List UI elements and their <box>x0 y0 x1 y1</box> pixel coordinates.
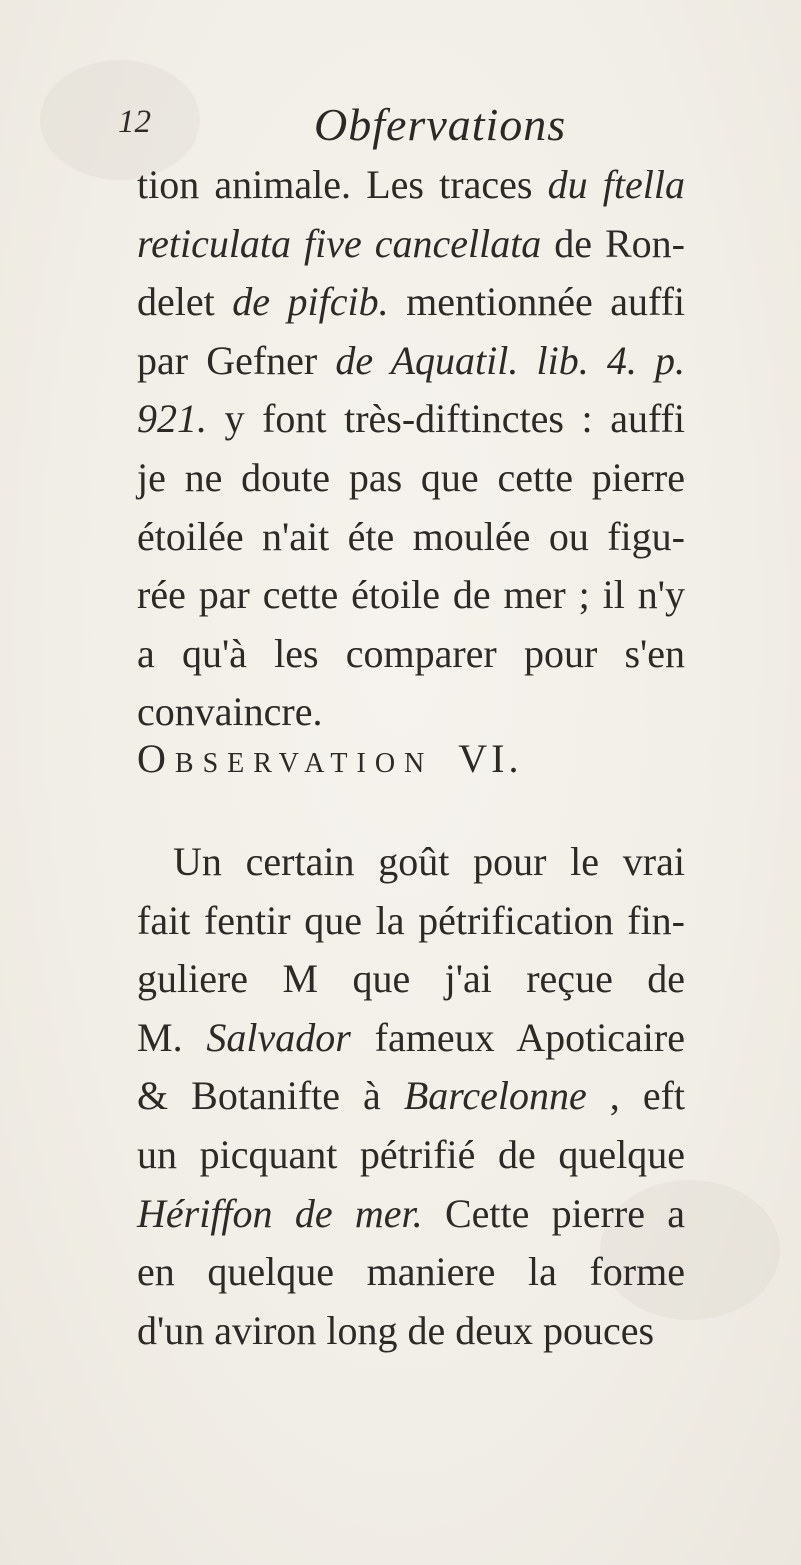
text-run: a qu'à les comparer pour s'en <box>137 630 685 676</box>
text-line <box>137 1009 685 1068</box>
text-line <box>137 683 685 742</box>
text-line <box>137 950 685 1009</box>
text-run: étoilée n'ait éte moulée ou figu- <box>137 513 685 559</box>
text-line <box>137 892 685 951</box>
text-run: fait fentir que la pétrification fin- <box>137 897 685 943</box>
paragraph-2 <box>137 833 685 1360</box>
text-run: , eft <box>586 1073 686 1119</box>
text-line <box>137 1243 685 1302</box>
text-run: rée par cette étoile de mer ; il n'y <box>137 572 685 618</box>
text-run: mentionnée auffi <box>388 279 686 325</box>
text-line <box>137 156 685 215</box>
running-head: Obfervations <box>314 99 567 150</box>
text-line <box>137 1067 685 1126</box>
text-run: M. <box>137 1014 207 1060</box>
paragraph-1 <box>137 156 685 742</box>
section-title <box>137 735 685 782</box>
text-run: d'un aviron long de deux pouces <box>137 1307 655 1353</box>
text-line <box>137 273 685 332</box>
text-line <box>137 833 685 892</box>
italic-run: Salvador <box>206 1014 351 1060</box>
page-header <box>118 98 718 158</box>
italic-run: de Aquatil. lib. 4. p. <box>335 337 686 383</box>
italic-run: du ftella <box>547 162 685 207</box>
text-line <box>137 215 685 274</box>
text-line <box>137 625 685 684</box>
text-line <box>137 508 685 567</box>
text-run: guliere M que j'ai reçue de <box>137 956 685 1002</box>
text-run: de Ron- <box>541 220 685 266</box>
text-line <box>137 332 685 391</box>
italic-run: reticulata five cancellata <box>137 220 542 266</box>
text-line <box>137 1126 685 1185</box>
text-run: convaincre. <box>137 689 323 735</box>
text-run: fameux Apoticaire <box>350 1014 685 1060</box>
text-run: un picquant pétrifié de quelque <box>137 1131 685 1177</box>
text-run: tion animale. Les traces <box>137 162 548 207</box>
text-line <box>137 1302 685 1361</box>
text-run: Un certain goût pour le vrai <box>173 839 685 884</box>
text-run: & Botanifte à <box>137 1073 404 1119</box>
text-line <box>137 449 685 508</box>
text-line <box>137 1185 685 1244</box>
text-line <box>137 390 685 449</box>
section-title-rest: BSERVATION <box>174 748 434 779</box>
italic-run: 921. <box>137 396 207 442</box>
italic-run: de pifcib. <box>232 279 389 325</box>
italic-run: Hériffon de mer. <box>137 1190 423 1236</box>
text-run: en quelque maniere la forme <box>137 1249 685 1295</box>
italic-run: Barcelonne <box>403 1073 587 1119</box>
page-number: 12 <box>118 104 151 140</box>
section-title-initial: O <box>137 736 175 781</box>
text-run: par Gefner <box>137 337 336 383</box>
text-run: y font très-diftinctes : auffi <box>207 396 685 442</box>
text-line <box>137 566 685 625</box>
text-run: Cette pierre a <box>422 1190 685 1236</box>
section-title-numeral: VI. <box>458 736 523 781</box>
text-run: delet <box>137 279 233 325</box>
text-run: je ne doute pas que cette pierre <box>137 454 685 500</box>
